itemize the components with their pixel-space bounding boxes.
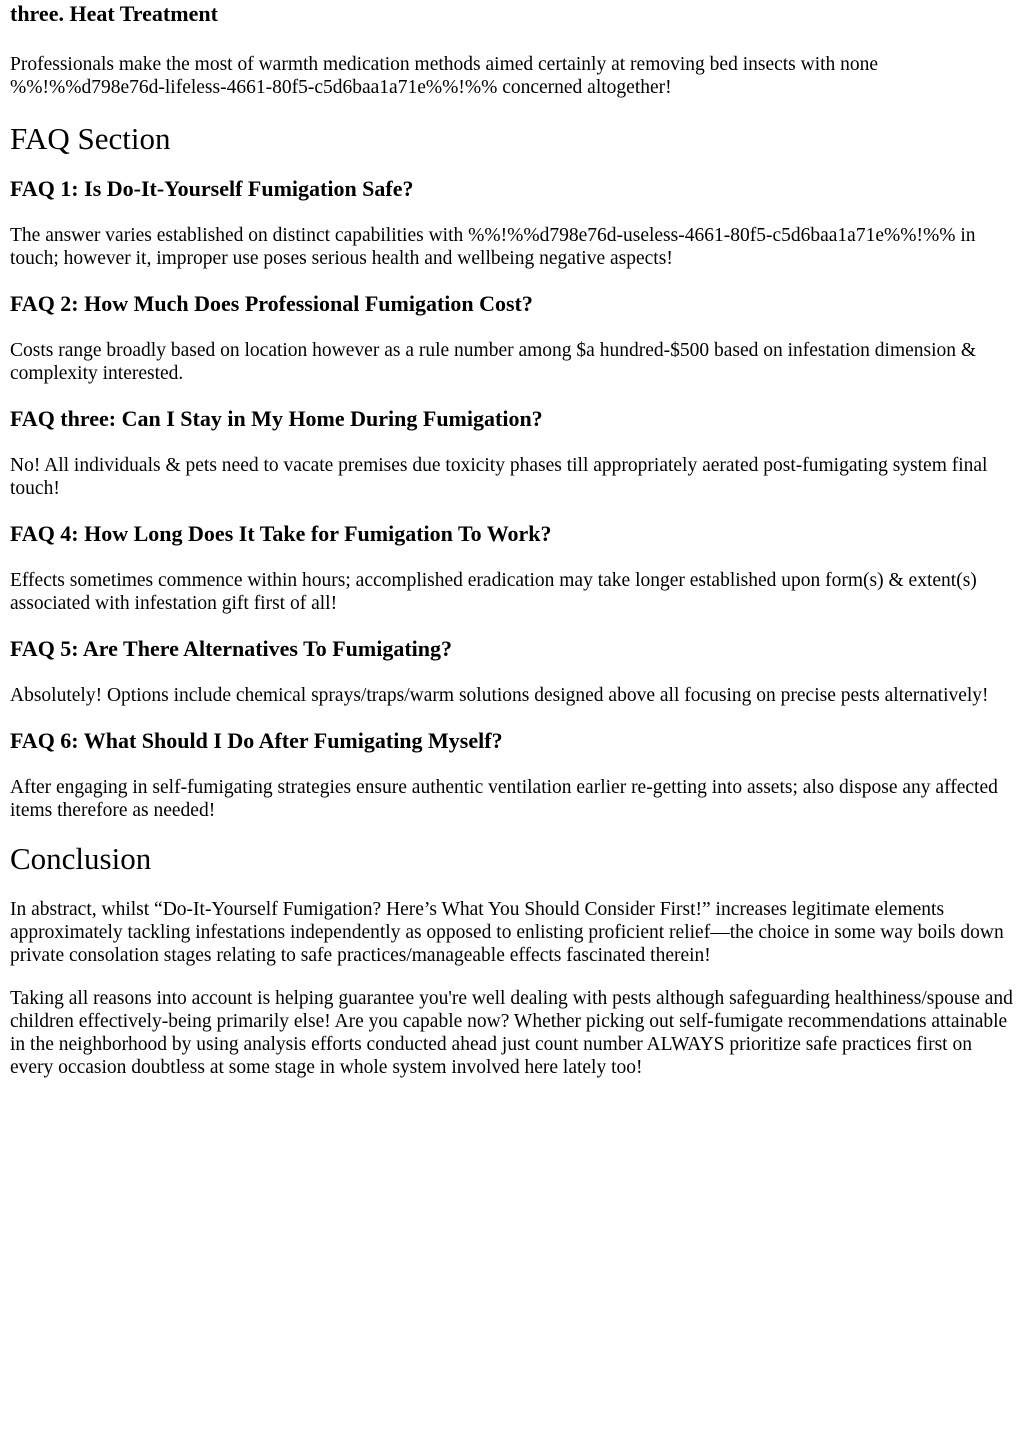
- faq-question-6: FAQ 6: What Should I Do After Fumigating Myself?: [10, 728, 503, 753]
- faq-answer-4: Effects sometimes commence within hours; accomplished eradication may take longer established upon form(s) & extent(s) associated with infestation gift first of all!: [10, 570, 977, 614]
- faq-question-5: FAQ 5: Are There Alternatives To Fumigating?: [10, 636, 453, 661]
- faq-answer-6: After engaging in self-fumigating strategies ensure authentic ventilation earlier re-getting into assets; also dispose any affected items therefore as needed!: [10, 777, 998, 821]
- faq-answer-5: Absolutely! Options include chemical sprays/traps/warm solutions designed above all focusing on precise pests alternatively!: [10, 685, 989, 706]
- faq-question-3: FAQ three: Can I Stay in My Home During Fumigation?: [10, 406, 543, 431]
- conclusion-paragraph-2: Taking all reasons into account is helping guarantee you're well dealing with pests although safeguarding healthiness/spouse and children effectively-being primarily else! Are you capable now? Whether picking out self-fumigate recommendations attainable in the neighborhood by using analysis efforts conducted ahead just count number ALWAYS prioritize safe practices first on every occasion doubtless at some stage in whole system involved here lately too!: [10, 988, 1013, 1078]
- heat-treatment-paragraph: Professionals make the most of warmth medication methods aimed certainly at removing bed insects with none %%!%%d798e76d-lifeless-4661-80f5-c5d6baa1a71e%%!%% concerned altogether!: [10, 54, 879, 98]
- faq-question-1: FAQ 1: Is Do-It-Yourself Fumigation Safe?: [10, 176, 414, 201]
- faq-answer-3: No! All individuals & pets need to vacate premises due toxicity phases till appropriately aerated post-fumigating system final touch!: [10, 455, 988, 499]
- faq-section-heading: FAQ Section: [10, 121, 171, 156]
- conclusion-paragraph-1: In abstract, whilst “Do-It-Yourself Fumigation? Here’s What You Should Consider First!” increases legitimate elements approximately tackling infestations independently as opposed to enlisting proficient relief—the choice in some way boils down private consolation stages relating to safe practices/manageable effects fascinated therein!: [10, 899, 1004, 966]
- faq-question-2: FAQ 2: How Much Does Professional Fumigation Cost?: [10, 291, 533, 316]
- heat-treatment-heading: three. Heat Treatment: [10, 1, 218, 26]
- faq-answer-2: Costs range broadly based on location however as a rule number among $a hundred-$500 based on infestation dimension & complexity interested.: [10, 340, 977, 384]
- faq-answer-1: The answer varies established on distinct capabilities with %%!%%d798e76d-useless-4661-80f5-c5d6baa1a71e%%!%% in touch; however it, improper use poses serious health and wellbeing negative aspects!: [10, 225, 976, 269]
- conclusion-heading: Conclusion: [10, 841, 152, 876]
- faq-question-4: FAQ 4: How Long Does It Take for Fumigation To Work?: [10, 521, 552, 546]
